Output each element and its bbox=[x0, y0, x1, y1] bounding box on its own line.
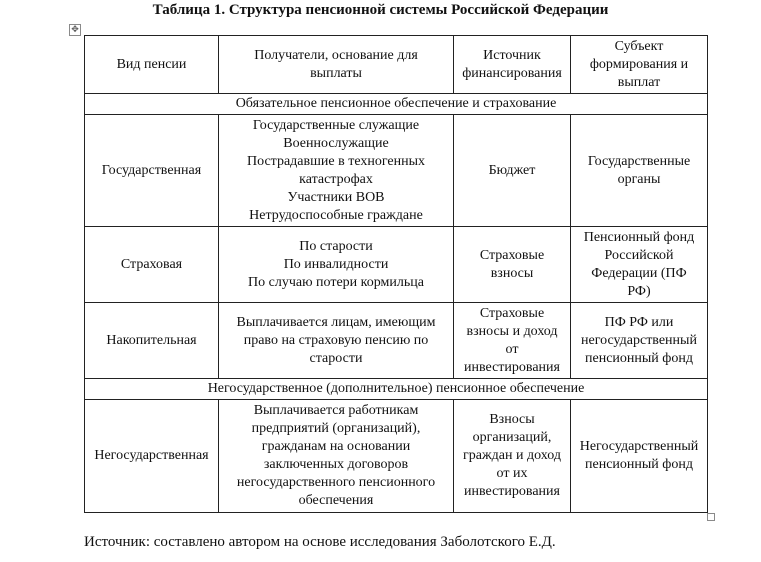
cell-text-line: По случаю потери кормильца bbox=[248, 274, 424, 290]
cell-text-line: старости bbox=[309, 350, 363, 366]
cell-text-line: взносы bbox=[490, 265, 534, 281]
table-row bbox=[85, 227, 708, 303]
cell-text-line: Вид пенсии bbox=[116, 56, 187, 72]
table-row bbox=[85, 400, 708, 513]
cell-text-line: Российской bbox=[604, 247, 674, 263]
cell-subject bbox=[571, 303, 708, 379]
cell-text-line: негосударственный bbox=[581, 332, 697, 348]
section-title: Негосударственное (дополнительное) пенсионное обеспечение bbox=[85, 379, 708, 400]
cell-text-line: Источник bbox=[483, 47, 541, 63]
cell-text-line: инвестирования bbox=[464, 359, 560, 375]
cell-text-line: Участники ВОВ bbox=[287, 189, 385, 205]
cell-pension-type bbox=[85, 303, 219, 379]
header-cell-source bbox=[454, 36, 571, 94]
cell-text-line: Накопительная bbox=[106, 332, 197, 348]
cell-pension-type bbox=[85, 227, 219, 303]
cell-text-line: организаций, bbox=[472, 430, 552, 445]
cell-financing-source bbox=[454, 227, 571, 303]
cell-text-line: предприятий (организаций), bbox=[251, 421, 421, 436]
cell-recipients bbox=[219, 227, 454, 303]
table-row bbox=[85, 303, 708, 379]
cell-text-line: Пострадавшие в техногенных bbox=[246, 153, 426, 169]
cell-subject bbox=[571, 227, 708, 303]
cell-text-line: заключенных договоров bbox=[263, 457, 409, 472]
cell-text-line: Государственные bbox=[587, 153, 691, 169]
cell-text-line: Военнослужащие bbox=[283, 135, 389, 151]
cell-text-line: инвестирования bbox=[464, 484, 560, 499]
table-title: Таблица 1. Структура пенсионной системы Российской Федерации bbox=[152, 2, 609, 18]
cell-text-line: пенсионный фонд bbox=[585, 457, 693, 472]
cell-text-line: финансирования bbox=[462, 65, 562, 81]
table-resize-handle-icon[interactable] bbox=[707, 513, 715, 521]
cell-recipients bbox=[219, 303, 454, 379]
cell-text-line: выплат bbox=[617, 74, 661, 90]
cell-text-line: граждан и доход bbox=[463, 448, 561, 463]
cell-text-line: Взносы bbox=[489, 412, 535, 427]
cell-text-line: Негосударственная bbox=[94, 448, 209, 463]
section-title: Обязательное пенсионное обеспечение и страхование bbox=[85, 94, 708, 115]
cell-text-line: Государственные служащие bbox=[252, 117, 420, 133]
table-move-handle-icon[interactable]: ✥ bbox=[69, 24, 81, 36]
table-row bbox=[85, 115, 708, 227]
cell-text-line: от bbox=[505, 341, 519, 357]
cell-text-line: Страховые bbox=[479, 305, 545, 321]
cell-text-line: выплаты bbox=[310, 65, 362, 81]
cell-text-line: ПФ РФ или bbox=[604, 314, 674, 330]
cell-recipients bbox=[219, 115, 454, 227]
cell-text-line: РФ) bbox=[627, 283, 651, 299]
cell-subject bbox=[571, 115, 708, 227]
cell-text-line: Пенсионный фонд bbox=[583, 229, 695, 245]
cell-pension-type bbox=[85, 115, 219, 227]
cell-financing-source bbox=[454, 400, 571, 513]
section-row bbox=[85, 379, 708, 400]
cell-text-line: органы bbox=[617, 171, 661, 187]
cell-text-line: Субъект bbox=[614, 38, 664, 54]
header-cell-type bbox=[85, 36, 219, 94]
cell-pension-type bbox=[85, 400, 219, 513]
cell-text-line: пенсионный фонд bbox=[585, 350, 693, 366]
cell-text-line: Страховая bbox=[120, 256, 183, 272]
cell-financing-source bbox=[454, 115, 571, 227]
cell-text-line: Бюджет bbox=[488, 162, 536, 178]
cell-subject bbox=[571, 400, 708, 513]
cell-text-line: Получатели, основание для bbox=[254, 47, 418, 63]
header-cell-subject bbox=[571, 36, 708, 94]
cell-text-line: Государственная bbox=[101, 162, 202, 178]
header-cell-recipients bbox=[219, 36, 454, 94]
cell-recipients bbox=[219, 400, 454, 513]
cell-text-line: негосударственного пенсионного bbox=[236, 475, 436, 490]
cell-text-line: По старости bbox=[299, 238, 373, 254]
cell-text-line: обеспечения bbox=[298, 493, 374, 508]
cell-text-line: Страховые bbox=[479, 247, 545, 263]
cell-text-line: право на страховую пенсию по bbox=[243, 332, 429, 348]
source-note: Источник: составлено автором на основе исследования Заболотского Е.Д. bbox=[84, 534, 556, 550]
section-row bbox=[85, 94, 708, 115]
cell-text-line: формирования и bbox=[589, 56, 689, 72]
cell-text-line: Выплачивается лицам, имеющим bbox=[236, 314, 436, 330]
cell-text-line: взносы и доход bbox=[466, 323, 558, 339]
cell-text-line: По инвалидности bbox=[283, 256, 389, 272]
cell-text-line: от их bbox=[496, 466, 528, 481]
cell-text-line: гражданам на основании bbox=[261, 439, 411, 454]
pension-structure-table bbox=[84, 35, 708, 513]
cell-financing-source bbox=[454, 303, 571, 379]
cell-text-line: Нетрудоспособные граждане bbox=[249, 207, 423, 223]
header-row bbox=[85, 36, 708, 94]
cell-text-line: Выплачивается работникам bbox=[253, 403, 419, 418]
cell-text-line: Федерации (ПФ bbox=[591, 265, 687, 281]
cell-text-line: Негосударственный bbox=[579, 439, 699, 454]
cell-text-line: катастрофах bbox=[299, 171, 373, 187]
